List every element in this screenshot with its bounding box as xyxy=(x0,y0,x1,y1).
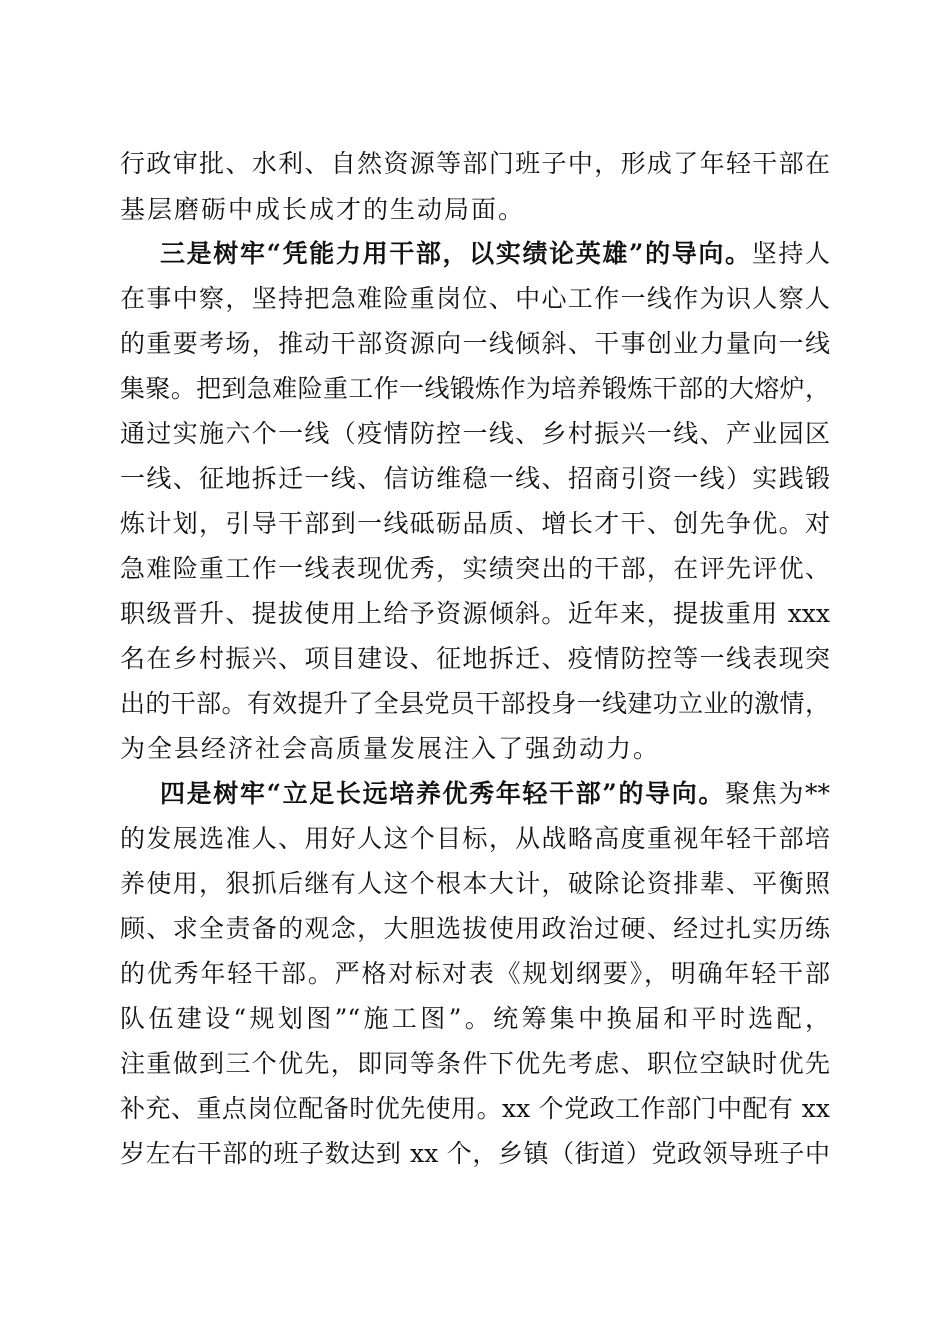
paragraph-2-line: 名在乡村振兴、项目建设、征地拆迁、疫情防控等一线表现突 xyxy=(120,644,830,673)
paragraph-1-line-2: 基层磨砺中成长成才的生动局面。 xyxy=(120,195,526,224)
paragraph-3-first-rest: 聚焦为** xyxy=(725,779,830,808)
paragraph-2-line-last: 为全县经济社会高质量发展注入了强劲动力。 xyxy=(120,734,661,763)
paragraph-1-line-1: 行政审批、水利、自然资源等部门班子中，形成了年轻干部在 xyxy=(120,149,830,178)
paragraph-2-line: 的重要考场，推动干部资源向一线倾斜、干事创业力量向一线 xyxy=(120,329,830,358)
paragraph-2-first-rest: 坚持人 xyxy=(751,239,830,268)
paragraph-3-line: 岁左右干部的班子数达到 xx 个，乡镇（街道）党政领导班子中 xyxy=(120,1139,830,1168)
paragraph-2-line: 炼计划，引导干部到一线砥砺品质、增长才干、创先争优。对 xyxy=(120,509,830,538)
paragraph-3-line: 顾、求全责备的观念，大胆选拔使用政治过硬、经过扎实历练 xyxy=(120,914,830,943)
paragraph-2-line: 一线、征地拆迁一线、信访维稳一线、招商引资一线）实践锻 xyxy=(120,464,830,493)
paragraph-3-first-line xyxy=(160,776,830,812)
paragraph-3-line: 补充、重点岗位配备时优先使用。xx 个党政工作部门中配有 xx xyxy=(120,1094,830,1123)
paragraph-2-first-line xyxy=(160,236,830,272)
paragraph-3-line: 注重做到三个优先，即同等条件下优先考虑、职位空缺时优先 xyxy=(120,1049,830,1078)
paragraph-2-line: 急难险重工作一线表现优秀，实绩突出的干部，在评先评优、 xyxy=(120,554,830,583)
paragraph-2-lead: 三是树牢“凭能力用干部，以实绩论英雄”的导向。 xyxy=(160,239,752,268)
paragraph-3-line: 养使用，狠抓后继有人这个根本大计，破除论资排辈、平衡照 xyxy=(120,869,830,898)
paragraph-3-lead: 四是树牢“立足长远培养优秀年轻干部”的导向。 xyxy=(160,779,726,808)
paragraph-2-line: 通过实施六个一线（疫情防控一线、乡村振兴一线、产业园区 xyxy=(120,419,830,448)
paragraph-2-line: 出的干部。有效提升了全县党员干部投身一线建功立业的激情， xyxy=(120,689,830,718)
paragraph-2-line: 职级晋升、提拔使用上给予资源倾斜。近年来，提拔重用 xxx xyxy=(120,599,830,628)
paragraph-2-line: 集聚。把到急难险重工作一线锻炼作为培养锻炼干部的大熔炉， xyxy=(120,374,830,403)
paragraph-3-line: 队伍建设“规划图”“施工图”。统筹集中换届和平时选配， xyxy=(120,1004,830,1033)
paragraph-3-line: 的优秀年轻干部。严格对标对表《规划纲要》，明确年轻干部 xyxy=(120,959,830,988)
paragraph-3-line: 的发展选准人、用好人这个目标，从战略高度重视年轻干部培 xyxy=(120,824,830,853)
paragraph-2-line: 在事中察，坚持把急难险重岗位、中心工作一线作为识人察人 xyxy=(120,284,830,313)
